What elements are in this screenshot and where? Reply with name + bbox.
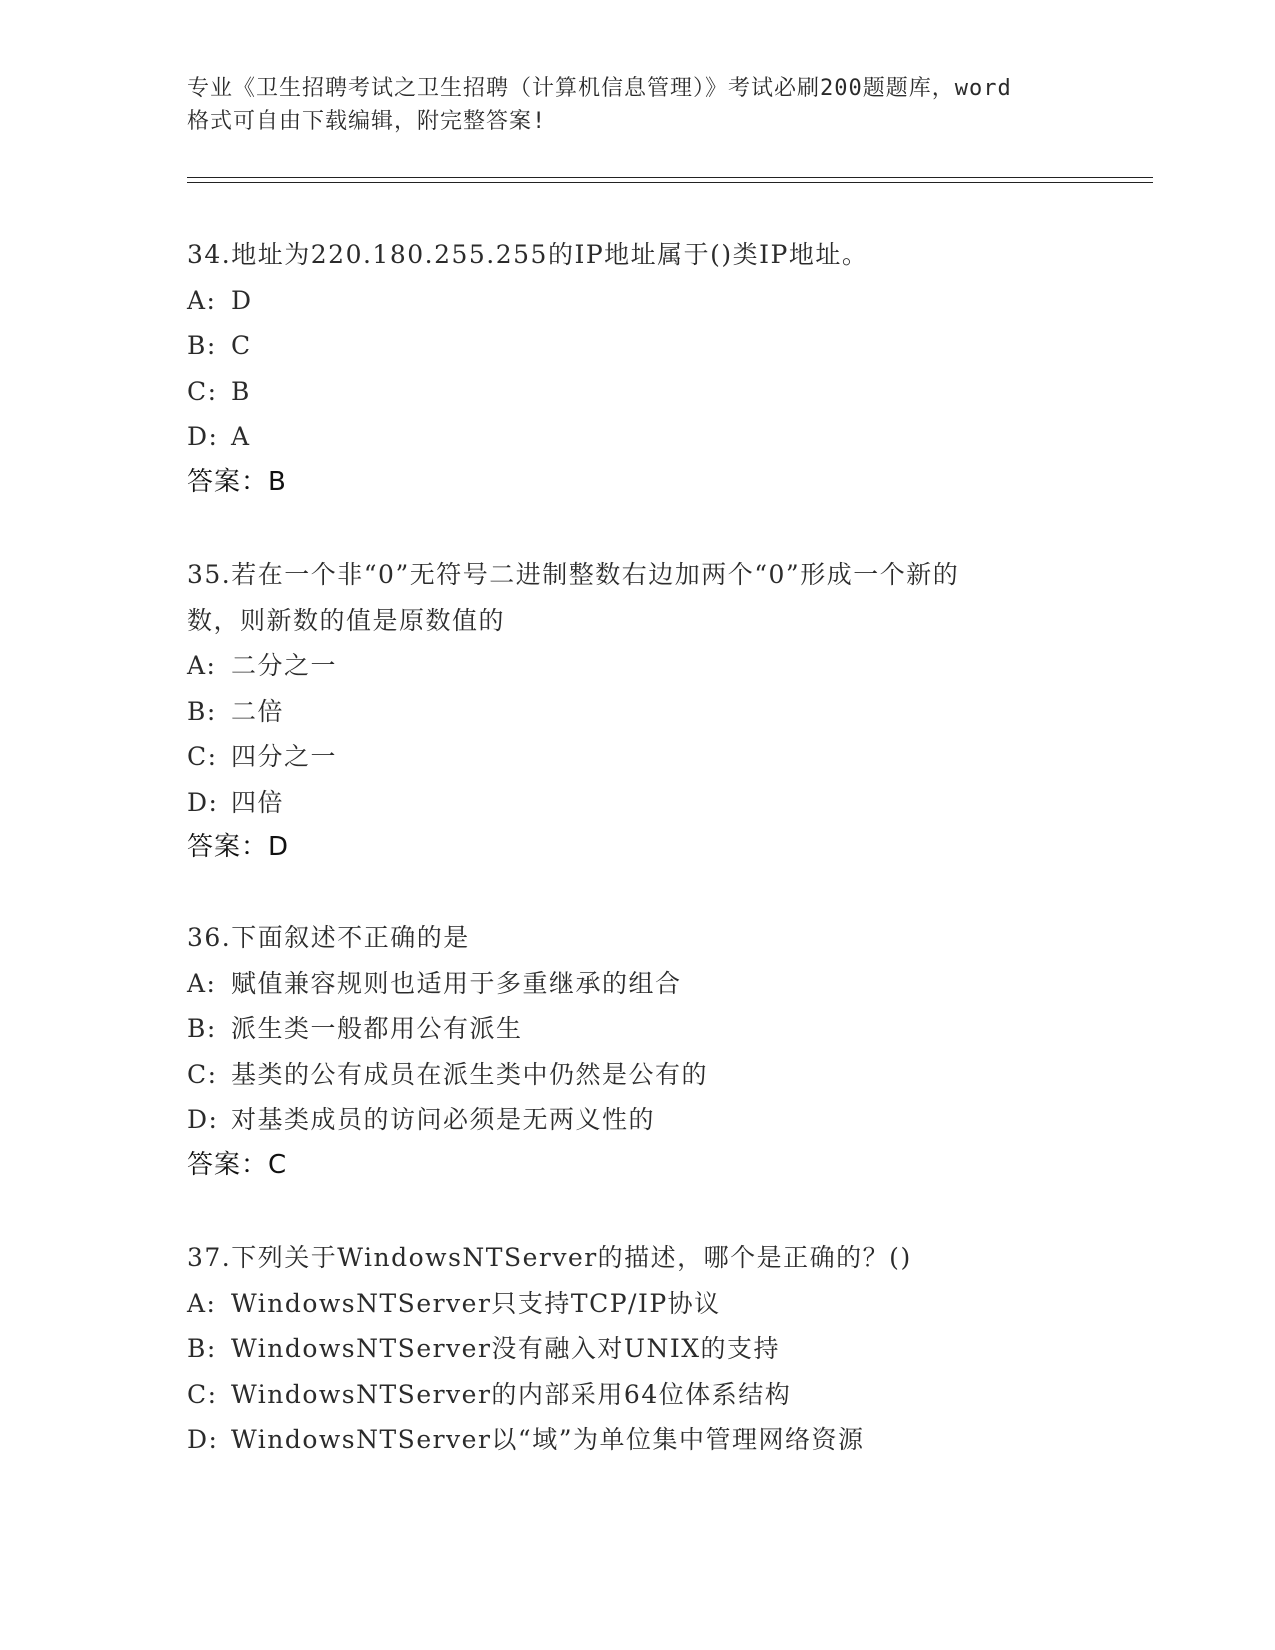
option-c: [187, 1052, 1087, 1098]
answer-line: 答案：D: [187, 832, 290, 862]
option-text: 对基类成员的访问必须是无两义性的: [231, 1105, 656, 1134]
header-line-2: 格式可自由下载编辑，附完整答案!: [187, 109, 547, 134]
option-c: [187, 369, 1087, 415]
question-34: [187, 232, 1087, 505]
question-stem: 37.下列关于WindowsNTServer的描述，哪个是正确的？(): [187, 1243, 912, 1272]
option-text: WindowsNTServer以“域”为单位集中管理网络资源: [231, 1425, 865, 1454]
option-key: D:: [187, 1425, 219, 1454]
answer-line: 答案：B: [187, 466, 287, 497]
option-d: [187, 414, 1087, 460]
option-text: WindowsNTServer的内部采用64位体系结构: [231, 1379, 792, 1409]
question-stem: 35.若在一个非“0”无符号二进制整数右边加两个“0”形成一个新的: [187, 560, 960, 589]
question-35: [187, 552, 1087, 871]
option-text: WindowsNTServer只支持TCP/IP协议: [231, 1288, 721, 1318]
option-text: 派生类一般都用公有派生: [231, 1014, 523, 1043]
header-divider-top: [187, 177, 1153, 178]
question-stem-continued: 数，则新数的值是原数值的: [187, 605, 506, 635]
question-37: [187, 1235, 1087, 1463]
option-b: [187, 1006, 1087, 1052]
option-key: D:: [187, 1105, 219, 1134]
option-key: A:: [187, 285, 217, 315]
header-divider-bottom: [187, 182, 1153, 183]
document-header: [187, 72, 1097, 138]
option-text: WindowsNTServer没有融入对UNIX的支持: [231, 1334, 781, 1363]
option-key: B:: [187, 696, 217, 726]
option-c: [187, 1372, 1087, 1418]
option-a: [187, 1281, 1087, 1327]
question-36: [187, 915, 1087, 1188]
option-a: [187, 961, 1087, 1007]
option-text: B: [231, 376, 251, 406]
option-text: 四倍: [231, 787, 285, 817]
option-text: 赋值兼容规则也适用于多重继承的组合: [231, 968, 682, 998]
option-text: 四分之一: [231, 742, 338, 771]
option-key: D:: [187, 422, 219, 451]
option-key: A:: [187, 651, 217, 680]
option-b: [187, 1326, 1087, 1372]
option-b: [187, 689, 1087, 735]
option-key: A:: [187, 1288, 217, 1318]
option-key: B:: [187, 1334, 217, 1363]
option-key: B:: [187, 1014, 217, 1043]
option-text: 基类的公有成员在派生类中仍然是公有的: [231, 1059, 709, 1089]
option-text: D: [231, 285, 253, 315]
option-text: 二倍: [231, 696, 285, 726]
option-key: C:: [187, 742, 218, 771]
option-a: [187, 278, 1087, 324]
option-key: D:: [187, 787, 219, 817]
option-key: B:: [187, 331, 217, 360]
option-key: A:: [187, 968, 217, 998]
answer-line: 答案：C: [187, 1149, 288, 1180]
question-stem: 36.下面叙述不正确的是: [187, 923, 470, 952]
option-text: 二分之一: [231, 651, 338, 680]
option-key: C:: [187, 1379, 218, 1409]
option-b: [187, 323, 1087, 369]
question-stem: 34.地址为220.180.255.255的IP地址属于()类IP地址。: [187, 240, 869, 269]
option-d: [187, 1417, 1087, 1463]
option-key: C:: [187, 1059, 218, 1089]
option-d: [187, 780, 1087, 826]
option-key: C:: [187, 376, 218, 406]
option-a: [187, 643, 1087, 689]
option-text: C: [231, 331, 252, 360]
header-line-1: 专业《卫生招聘考试之卫生招聘（计算机信息管理）》考试必刷200题题库，word: [187, 76, 1012, 101]
option-text: A: [231, 422, 251, 451]
option-c: [187, 734, 1087, 780]
option-d: [187, 1097, 1087, 1143]
